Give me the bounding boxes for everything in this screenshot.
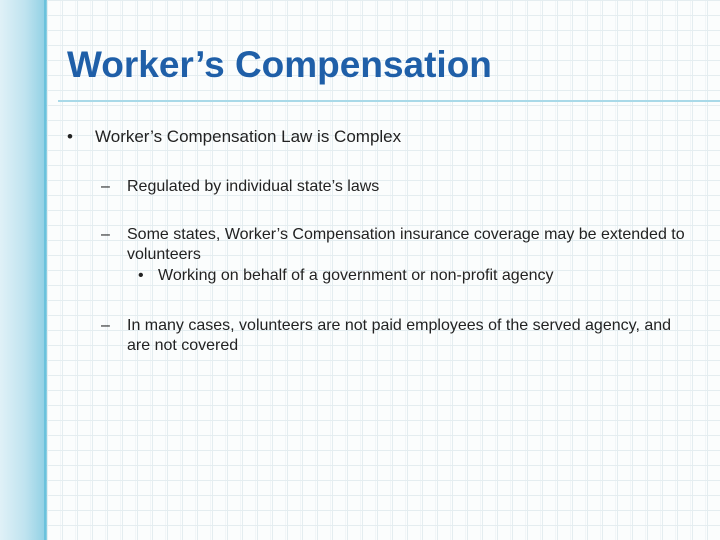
bullet-level1 — [67, 127, 402, 147]
sub-bullet-1 — [101, 177, 687, 197]
slide-title: Worker’s Compensation — [67, 44, 492, 85]
bullet-marker: • — [67, 127, 73, 146]
sub-bullet-3 — [101, 316, 687, 356]
sub-bullet-text: Regulated by individual state’s laws — [127, 178, 380, 195]
sub-sub-bullet-text: Working on behalf of a government or non-profit agency — [158, 267, 554, 284]
dash-marker: – — [101, 178, 110, 195]
sub-bullet-text: Some states, Worker’s Compensation insurance coverage may be extended to volunteers — [127, 226, 685, 263]
bullet-text: Worker’s Compensation Law is Complex — [95, 127, 402, 146]
dash-marker: – — [101, 226, 110, 243]
sub-sub-bullet — [138, 267, 554, 285]
sub-bullet-text: In many cases, volunteers are not paid employees of the served agency, and are not covered — [127, 317, 672, 354]
bullet-marker: • — [138, 267, 144, 284]
sub-bullet-2 — [101, 225, 687, 265]
dash-marker: – — [101, 317, 110, 334]
